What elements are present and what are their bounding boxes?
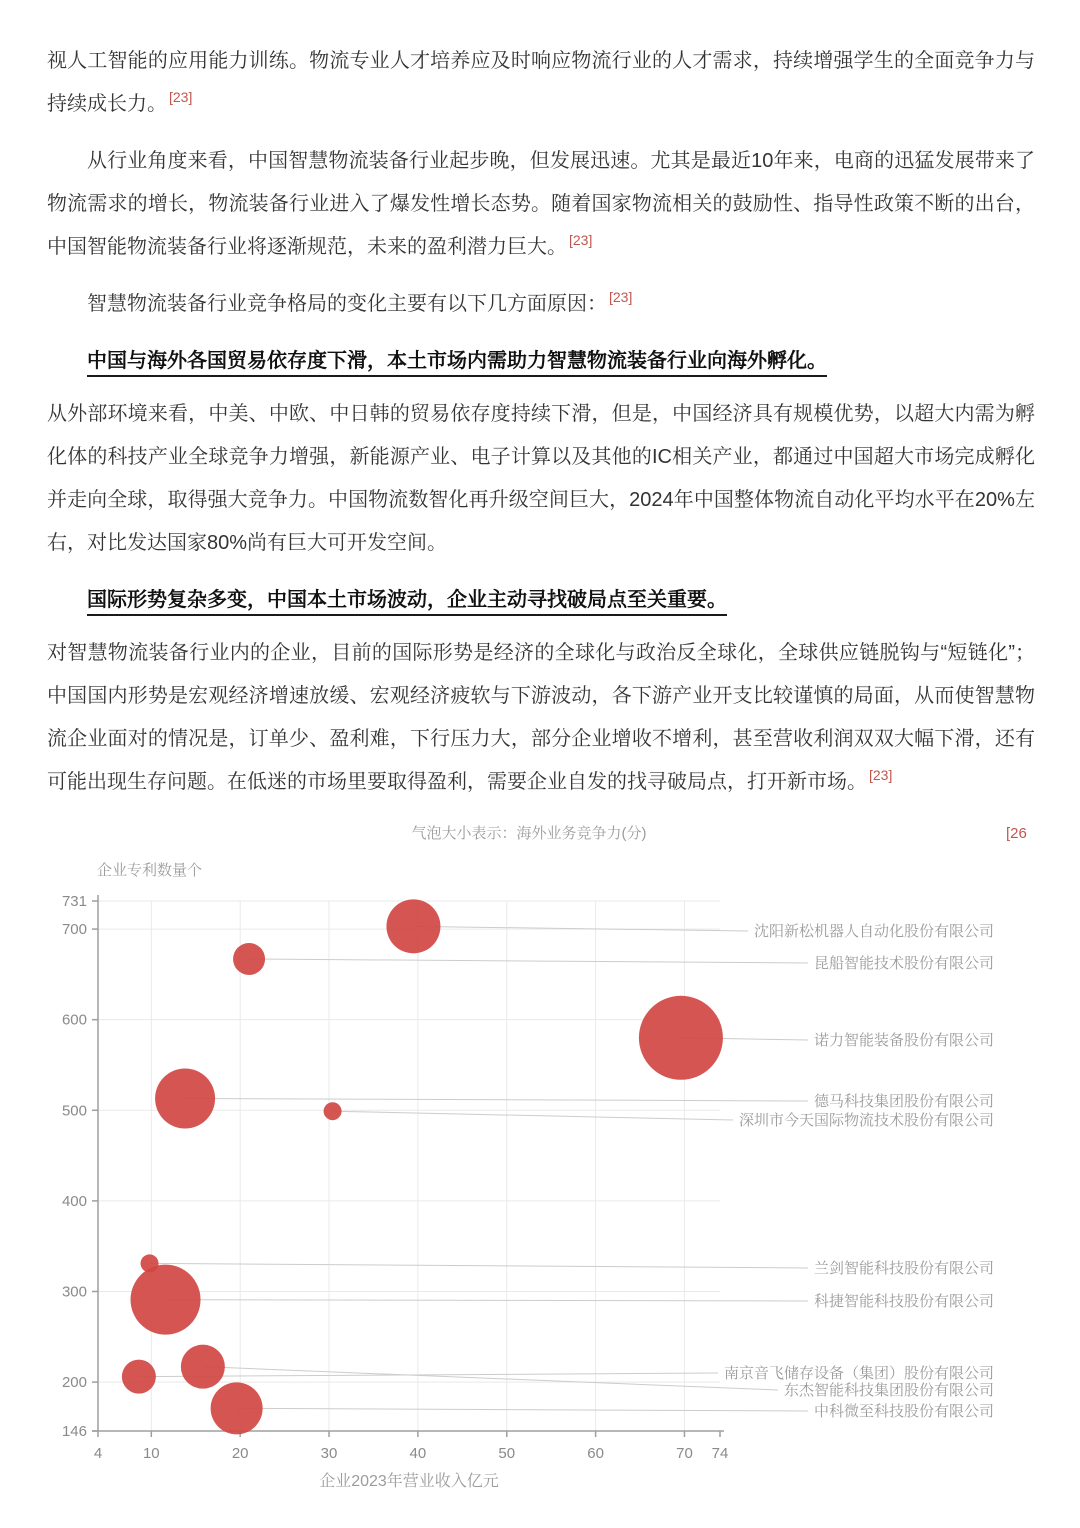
y-tick-label: 731 — [61, 893, 87, 910]
chart-citation-ref: [26 — [1006, 825, 1027, 842]
paragraph-2 — [47, 140, 1035, 269]
y-tick-label: 500 — [61, 1102, 87, 1120]
paragraph-5 — [47, 632, 1035, 804]
y-tick-label: 200 — [61, 1374, 87, 1392]
data-bubble — [122, 1360, 156, 1394]
section-heading-text: 中国与海外各国贸易依存度下滑，本土市场内需助力智慧物流装备行业向海外孵化。 — [87, 350, 827, 377]
x-tick-label: 60 — [587, 1445, 604, 1462]
citation-ref: [23] — [609, 289, 633, 306]
label-leader-line — [333, 1111, 733, 1120]
paragraph-4 — [47, 393, 1035, 565]
x-tick-label: 10 — [142, 1445, 160, 1462]
y-axis-title: 企业专利数量个 — [97, 862, 203, 879]
label-leader-line — [203, 1367, 778, 1390]
y-tick-label: 146 — [61, 1423, 87, 1440]
company-label: 中科微至科技股份有限公司 — [813, 1403, 994, 1420]
paragraph-1 — [47, 40, 1035, 126]
y-tick-label: 700 — [61, 921, 87, 939]
x-tick-label: 4 — [93, 1445, 103, 1462]
data-bubble — [386, 899, 440, 953]
company-label: 兰剑智能科技股份有限公司 — [813, 1260, 994, 1277]
company-label: 德马科技集团股份有限公司 — [813, 1093, 994, 1110]
chart-title: 气泡大小表示：海外业务竞争力(分) — [411, 825, 647, 842]
bubble-chart-section — [0, 818, 1080, 1518]
data-bubble — [324, 1102, 342, 1120]
label-leader-line — [185, 1099, 808, 1101]
x-tick-label: 74 — [711, 1445, 729, 1462]
company-label: 科捷智能科技股份有限公司 — [813, 1293, 994, 1310]
section-heading-text: 国际形势复杂多变，中国本土市场波动，企业主动寻找破局点至关重要。 — [87, 589, 727, 616]
paragraph-text: 从行业角度来看，中国智慧物流装备行业起步晚，但发展迅速。尤其是最近10年来，电商的迅猛发展带来了物流需求的增长，物流装备行业进入了爆发性增长态势。随着国家物流相关的鼓励性、指导性政策不断的出台，中国智能物流装备行业将逐渐规范，未来的盈利潜力巨大。 — [47, 150, 1035, 258]
paragraph-text: 对智慧物流装备行业内的企业，目前的国际形势是经济的全球化与政治反全球化，全球供应链脱钩与“短链化”；中国国内形势是宏观经济增速放缓、宏观经济疲软与下游波动，各下游产业开支比较谨慎的局面，从而使智慧物流企业面对的情况是，订单少、盈利难，下行压力大，部分企业增收不增利，甚至营收利润双双大幅下滑，还有可能出现生存问题。在低迷的市场里要取得盈利，需要企业自发的找寻破局点，打开新市场。 — [47, 642, 1035, 793]
label-leader-line — [249, 959, 808, 963]
y-tick-label: 400 — [61, 1192, 87, 1210]
y-tick-label: 300 — [61, 1283, 87, 1301]
company-label: 昆船智能技术股份有限公司 — [813, 955, 994, 972]
label-leader-line — [150, 1263, 808, 1268]
section-heading-2 — [47, 579, 1035, 622]
paragraph-text: 视人工智能的应用能力训练。物流专业人才培养应及时响应物流行业的人才需求，持续增强学生的全面竞争力与持续成长力。 — [47, 50, 1035, 115]
citation-ref: [23] — [169, 89, 193, 106]
company-label: 沈阳新松机器人自动化股份有限公司 — [753, 923, 994, 940]
paragraph-text: 从外部环境来看，中美、中欧、中日韩的贸易依存度持续下滑，但是，中国经济具有规模优势，以超大内需为孵化体的科技产业全球竞争力增强，新能源产业、电子计算以及其他的IC相关产业，都通过中国超大市场完成孵化并走向全球，取得强大竞争力。中国物流数智化再升级空间巨大，2024年中国整体物流自动化平均水平在20%左右，对比发达国家80%尚有巨大可开发空间。 — [47, 403, 1035, 554]
data-bubble — [211, 1382, 263, 1434]
x-tick-label: 20 — [231, 1445, 249, 1462]
citation-ref: [23] — [569, 232, 593, 249]
section-heading-1 — [47, 340, 1035, 383]
bubble-chart — [0, 818, 1080, 1518]
company-label: 深圳市今天国际物流技术股份有限公司 — [738, 1112, 994, 1129]
y-tick-label: 600 — [61, 1011, 87, 1029]
data-bubble — [233, 943, 265, 975]
x-axis-title: 企业2023年营业收入亿元 — [319, 1473, 499, 1490]
label-leader-line — [237, 1408, 808, 1411]
x-tick-label: 70 — [676, 1445, 693, 1462]
data-bubble — [181, 1345, 225, 1389]
x-tick-label: 40 — [409, 1445, 427, 1462]
label-leader-line — [166, 1300, 808, 1301]
citation-ref: [23] — [869, 767, 893, 784]
data-bubble — [155, 1069, 215, 1129]
x-tick-label: 50 — [498, 1445, 516, 1462]
paragraph-text: 智慧物流装备行业竞争格局的变化主要有以下几方面原因： — [87, 293, 607, 315]
data-bubble — [639, 996, 723, 1080]
company-label: 南京音飞储存设备（集团）股份有限公司 — [723, 1365, 994, 1382]
company-label: 东杰智能科技集团股份有限公司 — [783, 1382, 994, 1399]
company-label: 诺力智能装备股份有限公司 — [813, 1032, 994, 1049]
paragraph-3 — [47, 283, 1035, 326]
x-tick-label: 30 — [320, 1445, 338, 1462]
data-bubble — [131, 1265, 201, 1335]
